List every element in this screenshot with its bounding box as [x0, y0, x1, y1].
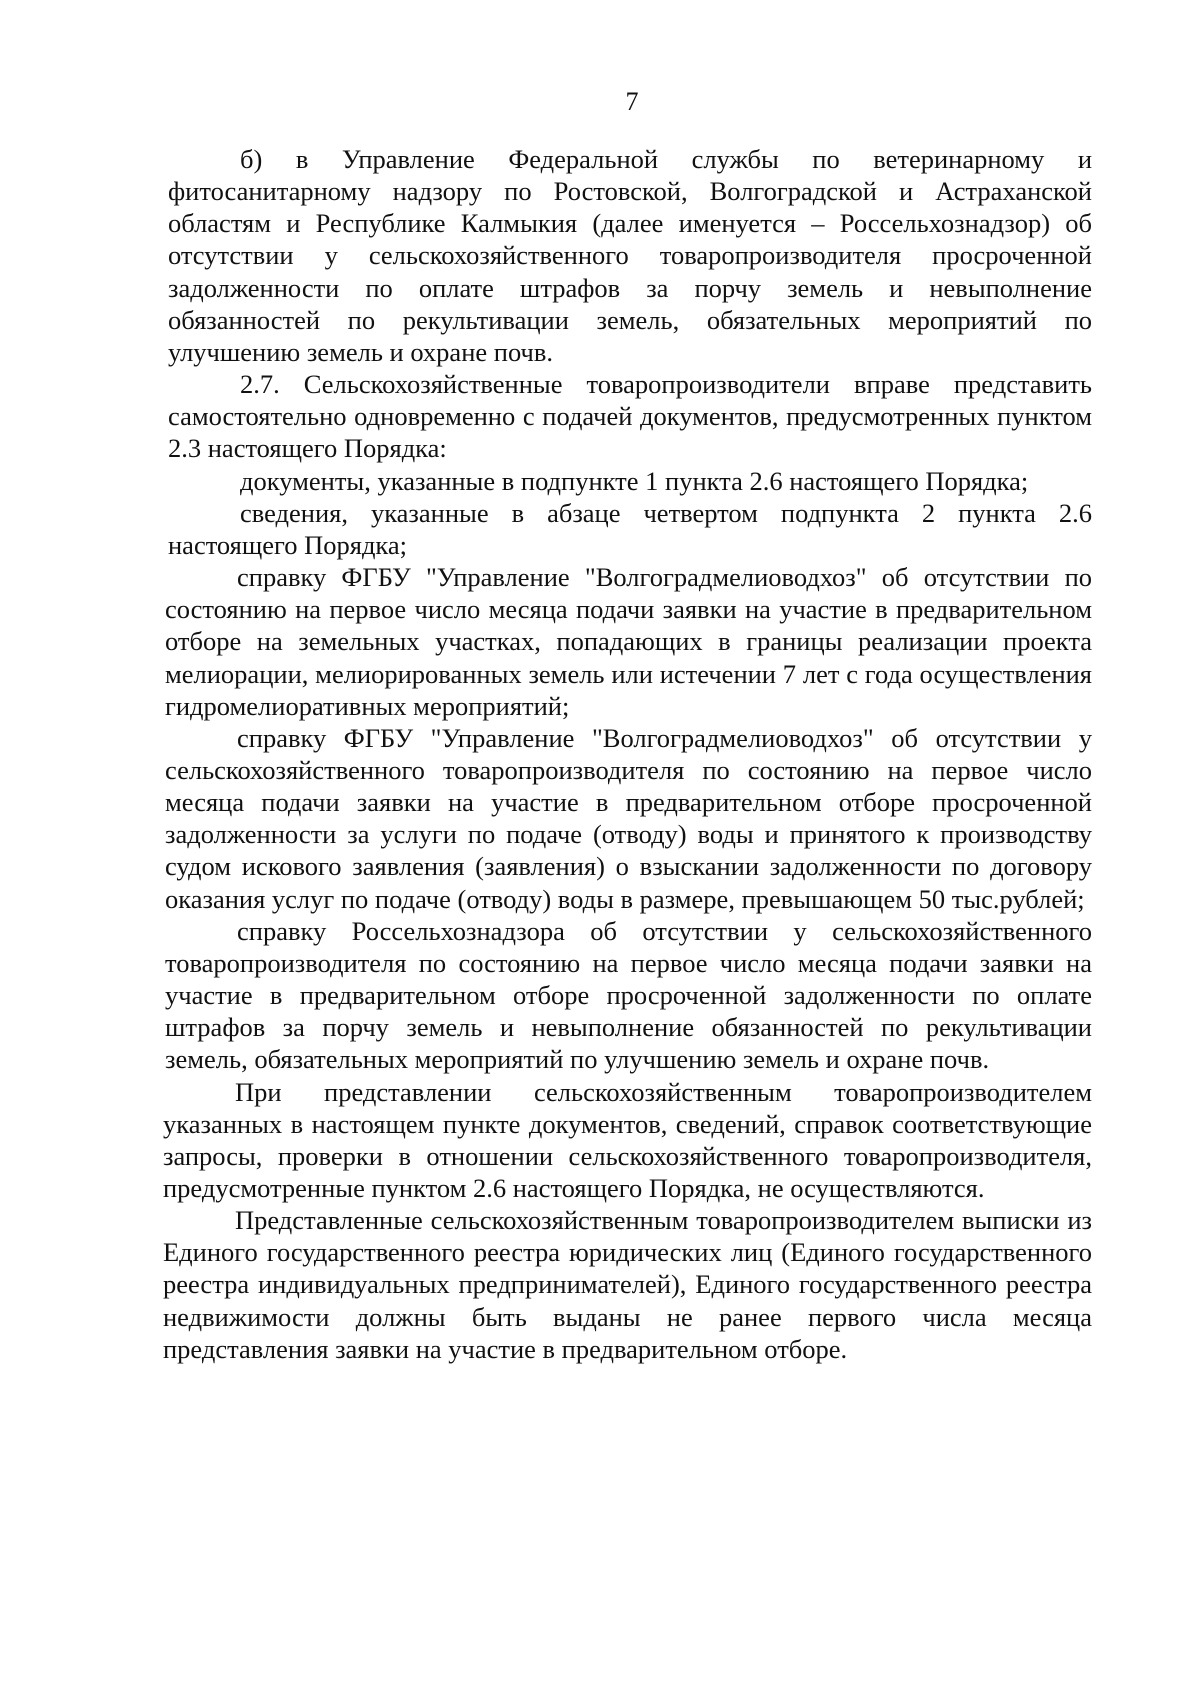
paragraph-information: сведения, указанные в абзаце четвертом подпункта 2 пункта 2.6 настоящего Порядка;: [168, 497, 1092, 560]
paragraph-requests-not-made: При представлении сельскохозяйственным товаропроизводителем указанных в настоящем пункте документов, сведений, справок соответствующие запросы, проверки в отношении сельскохозяйственного товаропроизводителя, предусмотренные пунктом 2.6 настоящего Порядка, не осуществляются.: [163, 1076, 1092, 1203]
paragraph-rosselkhoznadzor-certificate: справку Россельхознадзора об отсутствии у сельскохозяйственного товаропроизводителя по состоянию на первое число месяца подачи заявки на участие в предварительном отборе просроченной задолженности по оплате штрафов за порчу земель и невыполнение обязанностей по рекультивации земель, обязательных мероприятий по улучшению земель и охране почв.: [165, 915, 1092, 1075]
document-body: [163, 143, 1092, 1365]
paragraph-register-extracts: Представленные сельскохозяйственным товаропроизводителем выписки из Единого государственного реестра юридических лиц (Единого государственного реестра индивидуальных предпринимателей), Единого государственного реестра недвижимости должны быть выданы не ранее первого числа месяца представления заявки на участие в предварительном отборе.: [163, 1205, 1092, 1364]
paragraph-2-7: 2.7. Сельскохозяйственные товаропроизводители вправе представить самостоятельно одновременно с подачей документов, предусмотренных пунктом 2.3 настоящего Порядка:: [168, 369, 1092, 464]
paragraph-documents: документы, указанные в подпункте 1 пункта 2.6 настоящего Порядка;: [240, 465, 1029, 496]
page-number: 7: [625, 87, 639, 116]
paragraph-item-b: б) в Управление Федеральной службы по ветеринарному и фитосанитарному надзору по Ростовской, Волгоградской и Астраханской областям и Республике Калмыкия (далее именуется – Россельхознадзор) об отсутствии у сельскохозяйственного товаропроизводителя просроченной задолженности по оплате штрафов за порчу земель и невыполнение обязанностей по рекультивации земель, обязательных мероприятий по улучшению земель и охране почв.: [168, 144, 1092, 367]
paragraph-melioration-certificate: справку ФГБУ "Управление "Волгоградмелиоводхоз" об отсутствии по состоянию на первое число месяца подачи заявки на участие в предварительном отборе на земельных участках, попадающих в границы реализации проекта мелиорации, мелиорированных земель или истечении 7 лет с года осуществления гидромелиоративных мероприятий;: [165, 562, 1092, 721]
paragraph-water-debt-certificate: справку ФГБУ "Управление "Волгоградмелиоводхоз" об отсутствии у сельскохозяйственного товаропроизводителя по состоянию на первое число месяца подачи заявки на участие в предварительном отборе просроченной задолженности за услуги по подаче (отводу) воды и принятого к производству судом искового заявления (заявления) о взыскании задолженности по договору оказания услуг по подаче (отводу) воды в размере, превышающем 50 тыс.рублей;: [165, 722, 1092, 914]
